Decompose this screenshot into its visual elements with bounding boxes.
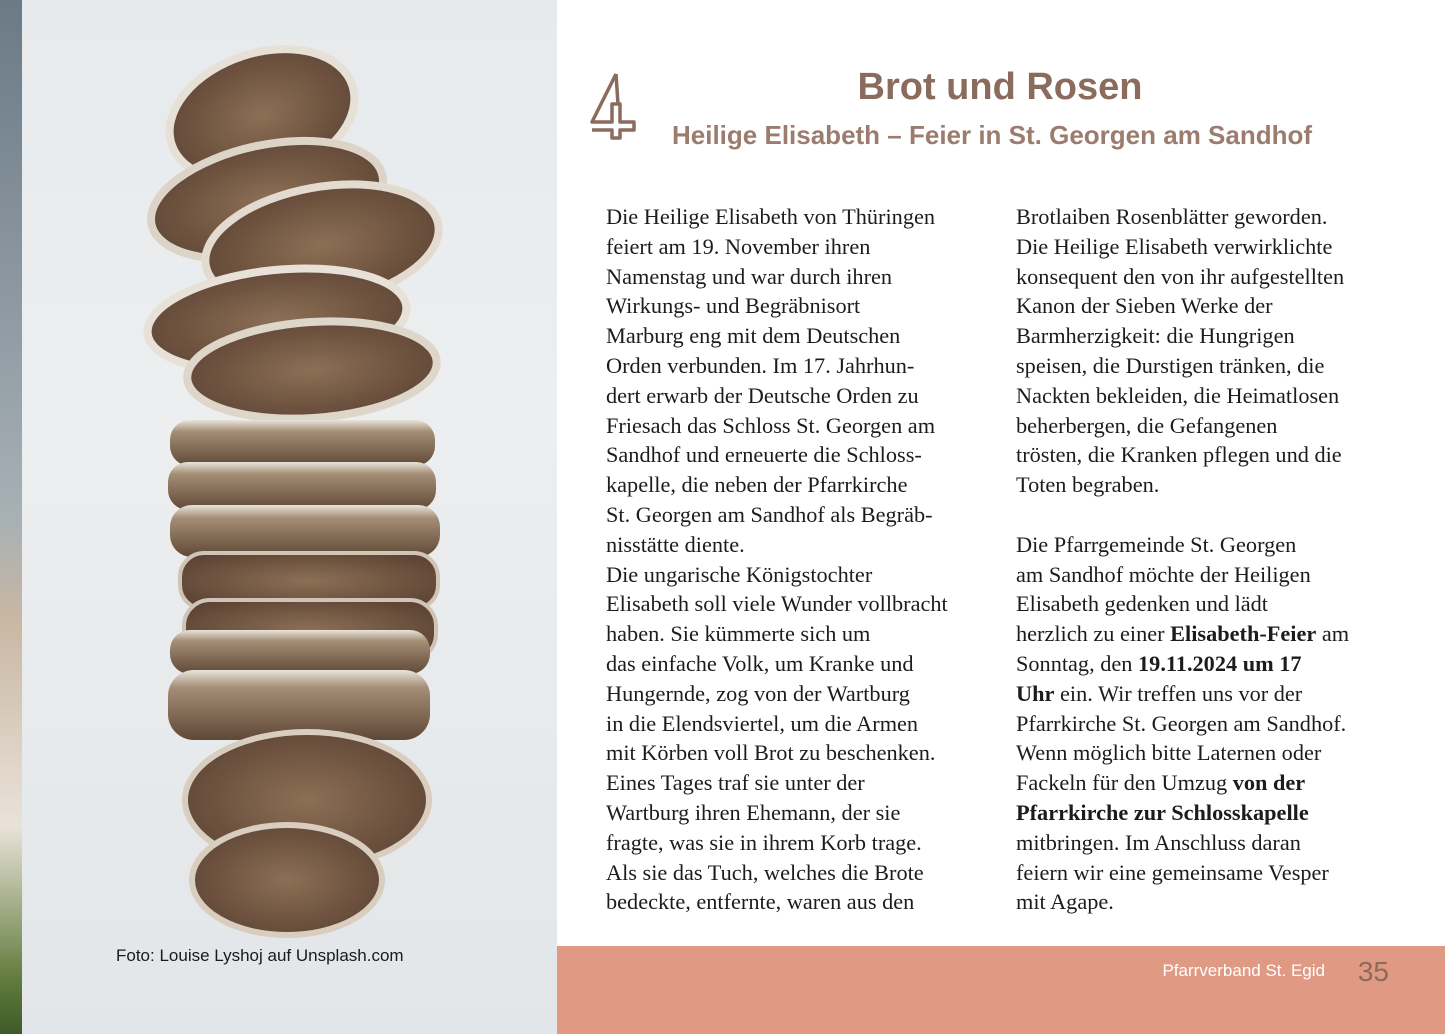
text-line: mit Agape. — [1016, 889, 1114, 915]
text-line — [1016, 679, 1416, 709]
text-line: trösten, die Kranken pflegen und die — [1016, 442, 1342, 468]
event-name-bold: Elisabeth-Feier — [1170, 621, 1317, 647]
text-line: Die Heilige Elisabeth von Thüringen — [606, 204, 936, 229]
bread-slices-top — [140, 27, 448, 427]
text-line: beherbergen, die Gefangenen — [1016, 412, 1278, 438]
bread-slices-middle — [168, 420, 440, 660]
text-line: haben. Sie kümmerte sich um — [606, 621, 871, 647]
text-line — [1016, 619, 1416, 649]
text-run: Fackeln für den Umzug — [1016, 770, 1233, 796]
text-line: Marburg eng mit dem Deutschen — [606, 323, 901, 349]
text-line: mit Körben voll Brot zu beschenken. — [606, 740, 936, 766]
text-line: mitbringen. Im Anschluss daran — [1016, 829, 1301, 855]
text-line: kapelle, die neben der Pfarrkirche — [606, 472, 908, 498]
text-line: Pfarrkirche St. Georgen am Sandhof. — [1016, 710, 1347, 736]
text-run: herzlich zu einer — [1016, 621, 1171, 647]
text-line: in die Elendsviertel, um die Armen — [606, 710, 919, 736]
text-line: Namenstag und war durch ihren — [606, 263, 893, 289]
photo-credit: Foto: Louise Lyshoj auf Unsplash.com — [116, 946, 404, 965]
text-line: speisen, die Durstigen tränken, die — [1016, 352, 1325, 378]
text-line: fragte, was sie in ihrem Korb trage. — [606, 829, 922, 855]
text-run: am — [1316, 621, 1350, 647]
text-line: Toten begraben. — [1016, 472, 1160, 498]
text-line — [1016, 798, 1416, 828]
text-line: Friesach das Schloss St. Georgen am — [606, 412, 936, 438]
text-line: Elisabeth soll viele Wunder vollbracht — [606, 591, 948, 617]
text-line: Die ungarische Königstochter — [606, 561, 873, 587]
text-line: Orden verbunden. Im 17. Jahrhun- — [606, 352, 915, 378]
event-time-bold: Uhr — [1016, 680, 1055, 706]
text-line: Nackten bekleiden, die Heimatlosen — [1016, 382, 1340, 408]
text-line: Hungernde, zog von der Wartburg — [606, 680, 910, 706]
footer-band — [557, 946, 1445, 1034]
text-line: am Sandhof möchte der Heiligen — [1016, 561, 1311, 587]
article-column-right — [1016, 202, 1416, 917]
bread-slices-bottom — [168, 630, 430, 935]
bread-illustration — [22, 0, 557, 1034]
text-line: Als sie das Tuch, welches die Brote — [606, 859, 924, 885]
text-line: Die Heilige Elisabeth verwirklichte — [1016, 233, 1333, 259]
page-number: 35 — [1357, 956, 1389, 987]
text-line: Elisabeth gedenken und lädt — [1016, 591, 1269, 617]
previous-page-edge — [0, 0, 22, 1034]
text-line: bedeckte, entfernte, waren aus den — [606, 889, 915, 915]
text-line: Die Pfarrgemeinde St. Georgen — [1016, 531, 1297, 557]
text-line: konsequent den von ihr aufgestellten — [1016, 263, 1345, 289]
text-line — [1016, 649, 1416, 679]
text-line: feiern wir eine gemeinsame Vesper — [1016, 859, 1329, 885]
text-line — [1016, 768, 1416, 798]
footer-organization: Pfarrverband St. Egid — [1162, 961, 1325, 980]
text-line: feiert am 19. November ihren — [606, 233, 871, 259]
route-bold: Pfarrkirche zur Schlosskapelle — [1016, 799, 1309, 825]
text-run: ein. Wir treffen uns vor der — [1054, 680, 1303, 706]
text-run: Sonntag, den — [1016, 650, 1139, 676]
article-column-left — [606, 202, 996, 917]
text-line: Brotlaiben Rosenblätter geworden. — [1016, 204, 1328, 229]
bread-photo — [22, 0, 557, 1034]
text-line: St. Georgen am Sandhof als Begräb- — [606, 501, 933, 527]
text-line: Sandhof und erneuerte die Schloss- — [606, 442, 922, 468]
text-line: das einfache Volk, um Kranke und — [606, 650, 914, 676]
text-line: Kanon der Sieben Werke der — [1016, 293, 1273, 319]
text-line: dert erwarb der Deutsche Orden zu — [606, 382, 919, 408]
text-line: Wirkungs- und Begräbnisort — [606, 293, 861, 319]
text-line: nisstätte diente. — [606, 531, 745, 557]
event-date-bold: 19.11.2024 um 17 — [1138, 650, 1302, 676]
text-line: Barmherzigkeit: die Hungrigen — [1016, 323, 1295, 349]
page-title: Brot und Rosen — [857, 66, 1143, 108]
text-line: Wenn möglich bitte Laternen oder — [1016, 740, 1322, 766]
text-line: Wartburg ihren Ehemann, der sie — [606, 799, 901, 825]
page-subtitle: Heilige Elisabeth – Feier in St. Georgen am Sandhof — [672, 120, 1313, 150]
route-bold: von der — [1232, 770, 1306, 796]
paragraph-gap — [1016, 500, 1416, 530]
text-line: Eines Tages traf sie unter der — [606, 770, 865, 796]
